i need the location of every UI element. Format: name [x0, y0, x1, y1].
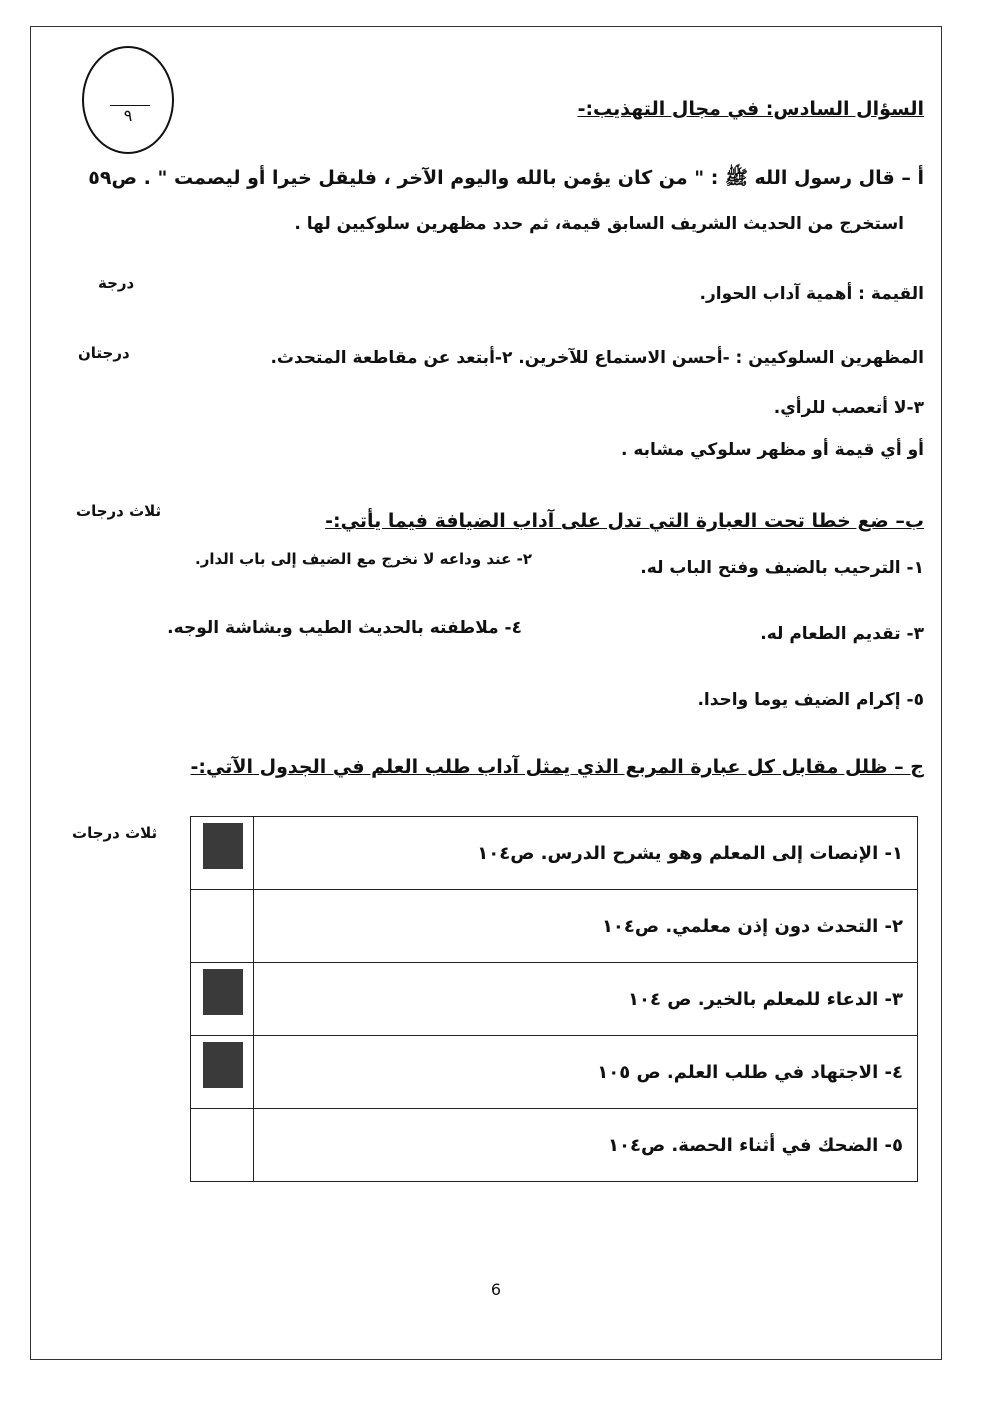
shade-box[interactable] [191, 1036, 254, 1109]
table-row-text: ٤- الاجتهاد في طلب العلم. ص ١٠٥ [254, 1036, 918, 1109]
value-grade: درجة [98, 274, 135, 292]
shade-box[interactable] [191, 1109, 254, 1182]
part-b-item-2: ٢- عند وداعه لا نخرج مع الضيف إلى باب الدار. [195, 550, 532, 568]
behaviors-line: المظهرين السلوكيين : -أحسن الاستماع للآخرين. ٢-أبتعد عن مقاطعة المتحدث. [270, 348, 924, 368]
question-title: السؤال السادس: في مجال التهذيب:- [577, 98, 924, 120]
score-circle [82, 46, 174, 154]
part-b-heading: ب– ضع خطا تحت العبارة التي تدل على آداب الضيافة فيما يأتي:- [325, 510, 924, 532]
table-row [191, 1109, 918, 1182]
value-line: القيمة : أهمية آداب الحوار. [699, 284, 924, 304]
shade-box[interactable] [191, 817, 254, 890]
part-b-item-1: ١- الترحيب بالضيف وفتح الباب له. [640, 558, 924, 578]
shaded-mark [203, 1042, 243, 1088]
shade-box[interactable] [191, 963, 254, 1036]
table-row-text: ٥- الضحك في أثناء الحصة. ص١٠٤ [254, 1109, 918, 1182]
part-b-grade: ثلاث درجات [76, 502, 162, 520]
part-a-line2: استخرج من الحديث الشريف السابق قيمة، ثم حدد مظهرين سلوكيين لها . [294, 214, 904, 234]
part-b-item-3: ٣- تقديم الطعام له. [760, 624, 924, 644]
score-value: ٩ [123, 106, 133, 125]
part-c-grade: ثلاث درجات [72, 824, 158, 842]
study-etiquette-table [190, 816, 918, 1182]
shaded-mark [203, 969, 243, 1015]
table-row-text: ٣- الدعاء للمعلم بالخير. ص ١٠٤ [254, 963, 918, 1036]
part-c-heading: ج – ظلل مقابل كل عبارة المربع الذي يمثل آداب طلب العلم في الجدول الآتي:- [190, 756, 924, 778]
part-b-item-5: ٥- إكرام الضيف يوما واحدا. [697, 690, 924, 710]
table-row [191, 1036, 918, 1109]
alternative-note: أو أي قيمة أو مظهر سلوكي مشابه . [620, 440, 924, 460]
part-b-item-4: ٤- ملاطفته بالحديث الطيب وبشاشة الوجه. [167, 618, 522, 638]
table-row [191, 963, 918, 1036]
table-row [191, 890, 918, 963]
behavior-3: ٣-لا أتعصب للرأي. [773, 398, 924, 418]
table-row-text: ١- الإنصات إلى المعلم وهو يشرح الدرس. ص١٠٤ [254, 817, 918, 890]
behaviors-grade: درجتان [78, 344, 130, 362]
table-row [191, 817, 918, 890]
shade-box[interactable] [191, 890, 254, 963]
table-row-text: ٢- التحدث دون إذن معلمي. ص١٠٤ [254, 890, 918, 963]
page-number: 6 [490, 1280, 502, 1299]
shaded-mark [203, 823, 243, 869]
part-a-line1: أ – قال رسول الله ﷺ : " من كان يؤمن بالله واليوم الآخر ، فليقل خيرا أو ليصمت " . ص٥٩ [88, 167, 924, 189]
